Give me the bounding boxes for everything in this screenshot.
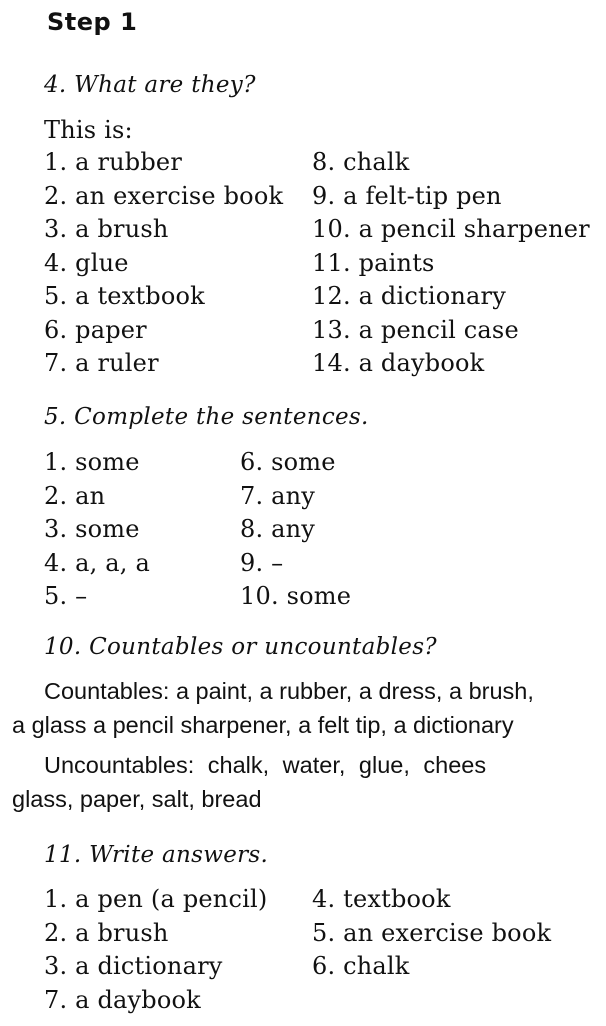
exercise-11-left-list [44, 883, 267, 1017]
list-item: 10. some [240, 582, 352, 610]
list-item: 14. a daybook [312, 349, 485, 377]
list-item: 1. a rubber [44, 148, 182, 176]
list-item: 9. a felt-tip pen [312, 181, 502, 210]
countables-line-2: a glass a pencil sharpener, a felt tip, a dictionary [12, 712, 514, 738]
exercise-11-heading: 11. Write answers. [44, 842, 269, 868]
uncountables-line-1: Uncountables: chalk, water, glue, chees [44, 752, 487, 778]
list-item: 6. some [240, 448, 336, 476]
list-item: 3. a dictionary [44, 952, 223, 980]
list-item: 2. an exercise book [44, 181, 284, 210]
exercise-5-heading: 5. Complete the sentences. [44, 404, 369, 430]
exercise-4-intro: This is: [44, 116, 133, 144]
list-item: 3. a brush [44, 215, 169, 243]
list-item: 6. chalk [312, 952, 410, 980]
exercise-5-left-list [44, 446, 150, 614]
list-item: 5. an exercise book [312, 918, 552, 947]
list-item: 9. – [240, 548, 284, 577]
list-item: 7. a ruler [44, 349, 159, 377]
list-item: 8. chalk [312, 148, 410, 176]
list-item: 5. a textbook [44, 282, 205, 310]
exercise-11-right-list [312, 883, 551, 984]
list-item: 4. glue [44, 248, 129, 277]
exercise-4-heading: 4. What are they? [44, 72, 256, 98]
list-item: 7. a daybook [44, 985, 201, 1014]
countables-line-1: Countables: a paint, a rubber, a dress, a brush, [44, 678, 534, 704]
list-item: 3. some [44, 515, 140, 543]
list-item: 4. a, a, a [44, 548, 150, 577]
list-item: 1. some [44, 448, 140, 476]
list-item: 2. an [44, 481, 106, 510]
list-item: 5. – [44, 582, 88, 610]
list-item: 8. any [240, 515, 316, 543]
step-title: Step 1 [47, 8, 138, 36]
list-item: 13. a pencil case [312, 315, 519, 344]
list-item: 6. paper [44, 315, 147, 344]
uncountables-line-2: glass, paper, salt, bread [12, 786, 262, 812]
exercise-4-right-list [312, 146, 590, 381]
list-item: 4. textbook [312, 885, 451, 913]
list-item: 11. paints [312, 248, 435, 277]
list-item: 2. a brush [44, 918, 169, 947]
exercise-10-heading: 10. Countables or uncountables? [44, 634, 437, 660]
list-item: 7. any [240, 481, 316, 510]
exercise-5-right-list [240, 446, 351, 614]
list-item: 1. a pen (a pencil) [44, 885, 268, 913]
list-item: 12. a dictionary [312, 282, 506, 310]
list-item: 10. a pencil sharpener [312, 215, 590, 243]
exercise-4-left-list [44, 146, 283, 381]
